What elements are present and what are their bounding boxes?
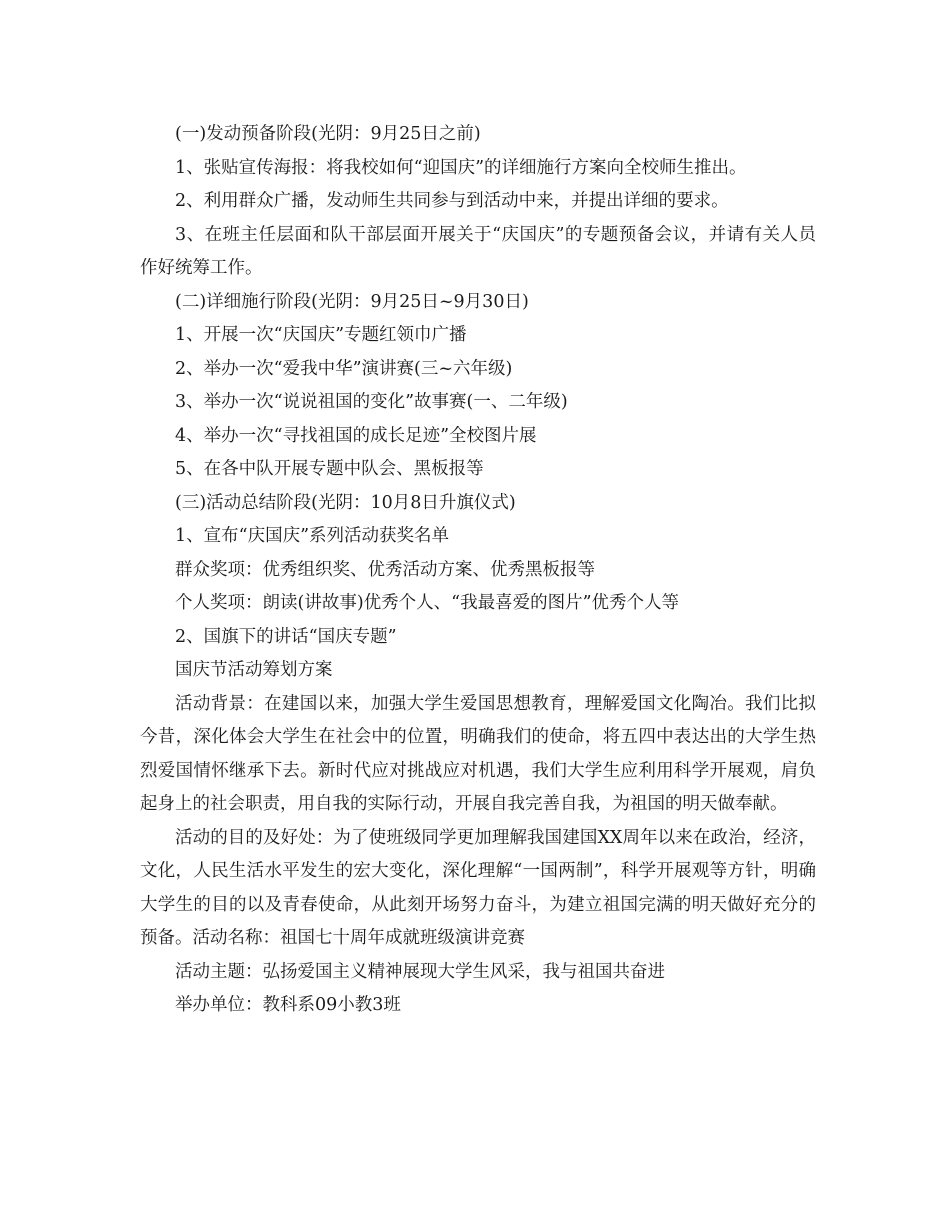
paragraph-stage-1-item-1: 1、张贴宣传海报：将我校如何“迎国庆”的详细施行方案向全校师生推出。 <box>175 157 747 178</box>
paragraph-stage-2-heading: (二)详细施行阶段(光阴：9月25日~9月30日) <box>175 291 529 312</box>
paragraph-stage-1-heading: (一)发动预备阶段(光阴：9月25日之前) <box>175 124 481 144</box>
paragraph-group-awards: 群众奖项：优秀组织奖、优秀活动方案、优秀黑板报等 <box>175 559 595 580</box>
paragraph-stage-3-item-1: 1、宣布“庆国庆”系列活动获奖名单 <box>175 526 450 546</box>
paragraph-background: 活动背景：在建国以来，加强大学生爱国思想教育，理解爱国文化陶冶。我们比拟今昔，深化体会大学生在社会中的位置，明确我们的使命，将五四中表达出的大学生热烈爱国情怀继承下去。新时代应对挑战应对机遇，我们大学生应利用科学开展观，肩负起身上的社会职责，用自我的实际行动，开展自我完善自我，为祖国的明天做奉献。 <box>140 693 816 814</box>
paragraph-stage-2-item-1: 1、开展一次“庆国庆”专题红领巾广播 <box>175 325 467 345</box>
paragraph-stage-3-item-2: 2、国旗下的讲话“国庆专题” <box>175 626 397 647</box>
paragraph-stage-1-item-3: 3、在班主任层面和队干部层面开展关于“庆国庆”的专题预备会议，并请有关人员作好统筹工作。 <box>140 224 816 278</box>
paragraph-stage-2-item-3: 3、举办一次“说说祖国的变化”故事赛(一、二年级) <box>175 392 568 412</box>
paragraph-stage-3-heading: (三)活动总结阶段(光阴：10月8日升旗仪式) <box>175 492 516 513</box>
paragraph-stage-2-item-5: 5、在各中队开展专题中队会、黑板报等 <box>175 459 484 479</box>
paragraph-organizer: 举办单位：教科系09小教3班 <box>175 995 401 1015</box>
paragraph-theme: 活动主题：弘扬爱国主义精神展现大学生风采，我与祖国共奋进 <box>175 961 665 982</box>
paragraph-individual-awards: 个人奖项：朗读(讲故事)优秀个人、“我最喜爱的图片”优秀个人等 <box>175 593 680 613</box>
paragraph-stage-1-item-2: 2、利用群众广播，发动师生共同参与到活动中来，并提出详细的要求。 <box>175 191 729 211</box>
paragraph-stage-2-item-2: 2、举办一次“爱我中华”演讲赛(三~六年级) <box>175 358 513 379</box>
paragraph-purpose: 活动的目的及好处：为了使班级同学更加理解我国建国XX周年以来在政治，经济，文化，人民生活水平发生的宏大变化，深化理解“一国两制”，科学开展观等方针，明确大学生的目的以及青春使命，从此刻开场努力奋斗，为建立祖国完满的明天做好充分的预备。活动名称：祖国七十周年成就班级演讲竞赛 <box>140 827 816 948</box>
section-title-plan: 国庆节活动筹划方案 <box>175 660 333 680</box>
document-body <box>140 118 816 1023</box>
paragraph-stage-2-item-4: 4、举办一次“寻找祖国的成长足迹”全校图片展 <box>175 425 537 446</box>
